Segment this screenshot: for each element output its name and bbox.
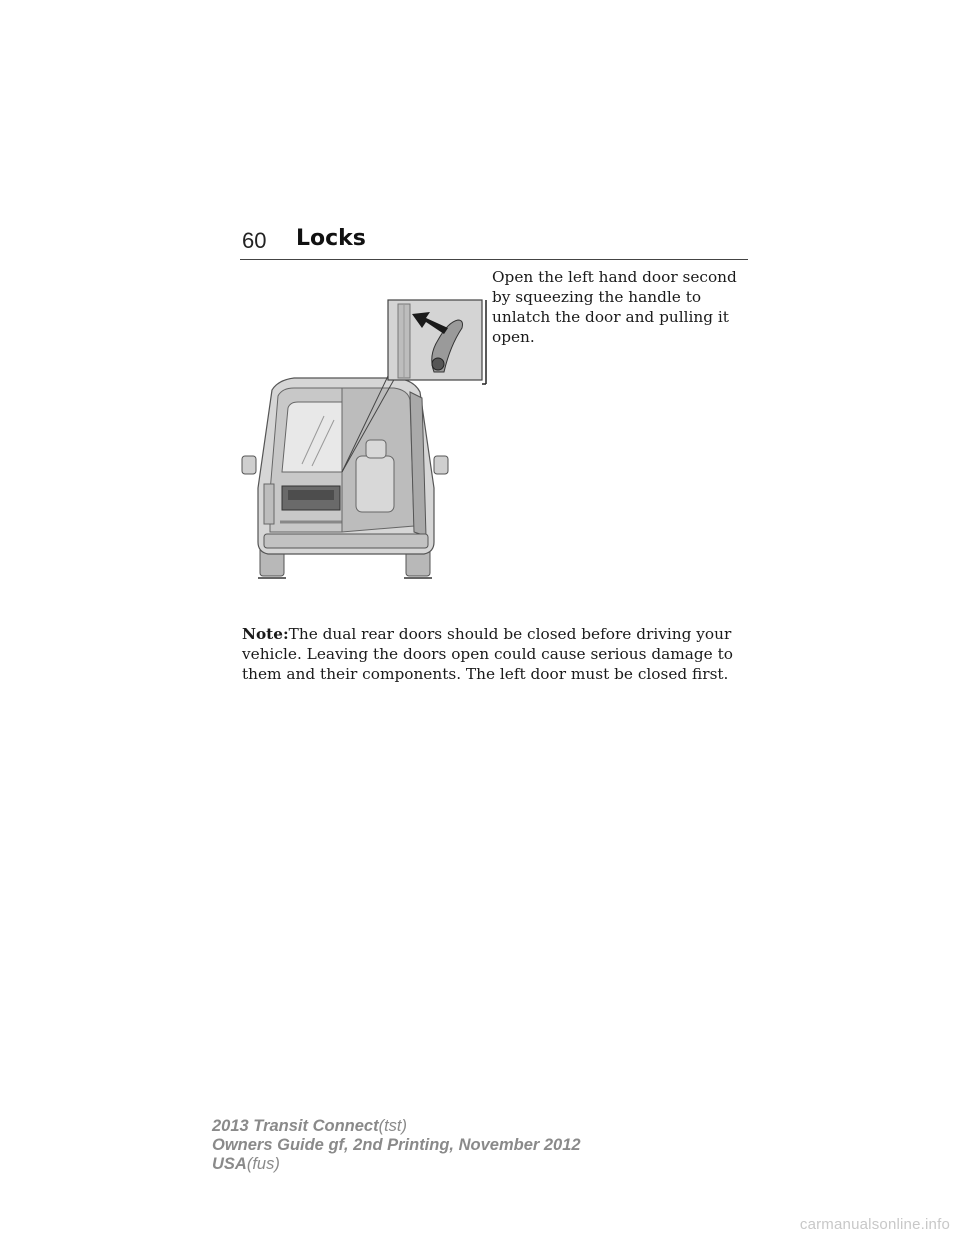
footer-line-1 <box>212 1117 581 1136</box>
instruction-text: Open the left hand door second by squeezing the handle to unlatch the door and pulling it open. <box>492 268 737 346</box>
footer-model-code: (tst) <box>378 1117 408 1135</box>
header-rule <box>240 259 748 260</box>
note-text: The dual rear doors should be closed before driving your vehicle. Leaving the doors open could cause serious damage to them and their components. The left door must be closed first. <box>242 625 733 683</box>
van-rear-figure <box>238 296 492 586</box>
note-label: Note: <box>242 625 289 643</box>
footer-line-3 <box>212 1155 581 1174</box>
van-rear-doors-icon <box>238 296 492 586</box>
page-number: 60 <box>242 228 267 253</box>
footer-line-2: Owners Guide gf, 2nd Printing, November 2012 <box>212 1136 581 1154</box>
section-title: Locks <box>296 226 366 251</box>
footer-model: 2013 Transit Connect <box>212 1117 379 1135</box>
note-paragraph <box>242 624 752 684</box>
footer <box>212 1117 581 1174</box>
watermark: carmanualsonline.info <box>799 1216 950 1233</box>
footer-region: USA <box>212 1155 247 1173</box>
footer-region-code: (fus) <box>246 1155 280 1173</box>
